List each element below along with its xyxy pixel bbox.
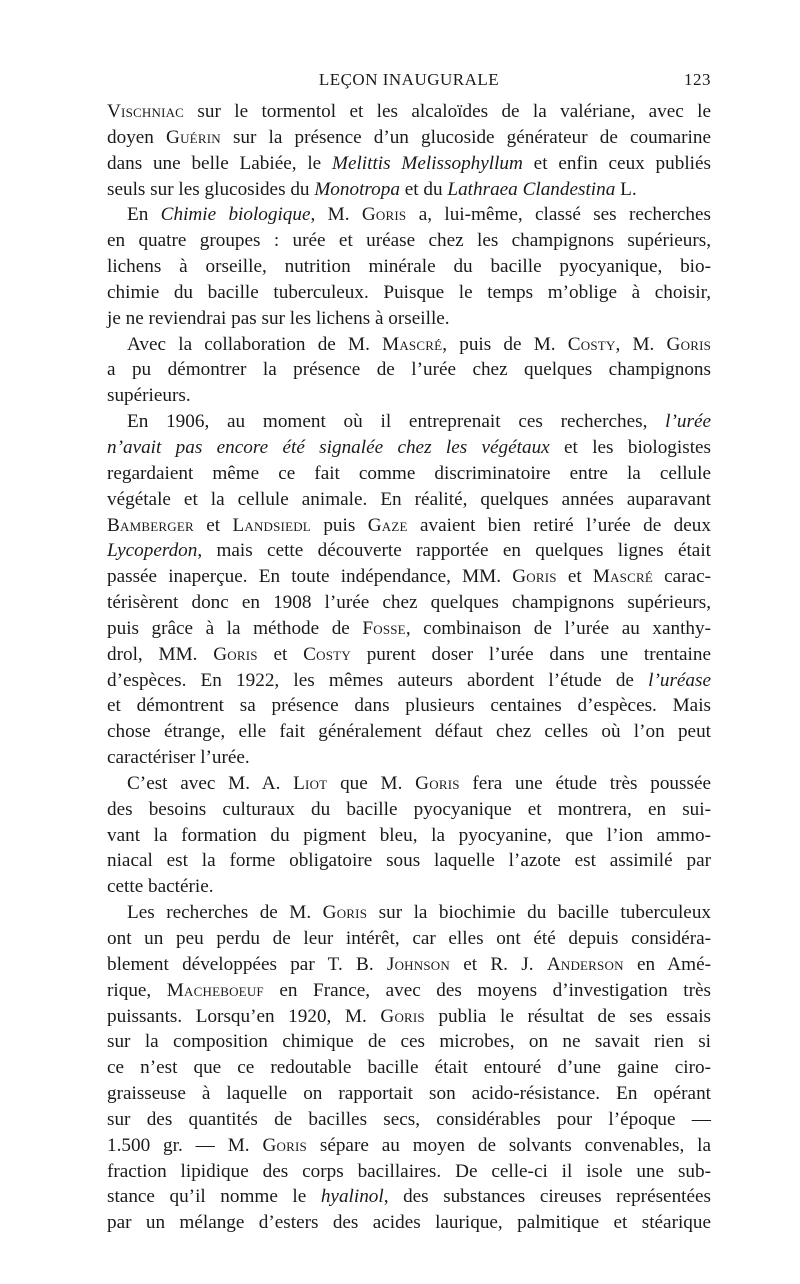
text-segment: , M. — [615, 333, 667, 355]
author-name: Anderson — [546, 953, 624, 975]
author-name: Liot — [293, 772, 328, 794]
text-segment: par un mélange d’esters des acides laurique, palmitique et stéarique — [107, 1212, 711, 1234]
text-line — [107, 513, 711, 539]
text-segment: lichens à orseille, nutrition minérale du bacille pyocyanique, bio- — [107, 256, 711, 278]
author-name: Goris — [415, 772, 460, 794]
italic-text: Lathraea Clandestina — [447, 178, 616, 200]
text-segment: L. — [615, 178, 637, 200]
text-line — [107, 1159, 711, 1185]
text-segment: térisèrent donc en 1908 l’urée chez quelques champignons supérieurs, — [107, 592, 711, 614]
text-segment: niacal est la forme obligatoire sous laquelle l’azote est assimilé par — [107, 850, 711, 872]
text-segment: sur des quantités de bacilles secs, considérables pour l’époque — — [107, 1108, 711, 1130]
text-line — [107, 616, 711, 642]
italic-text: Monotropa — [314, 178, 400, 200]
text-segment: en quatre groupes : urée et uréase chez les champignons supérieurs, — [107, 230, 711, 252]
text-segment: , combinaison de l’urée au xanthy- — [405, 617, 711, 639]
italic-text: Melittis Melissophyllum — [331, 152, 523, 174]
text-line — [107, 1004, 711, 1030]
text-segment: a, lui-même, classé ses recherches — [406, 204, 712, 226]
text-segment: , M. — [310, 204, 362, 226]
text-line — [107, 900, 711, 926]
text-line — [107, 564, 711, 590]
text-segment: vant la formation du pigment bleu, la pyocyanine, que l’ion ammo- — [107, 824, 711, 846]
text-segment: En 1906, au moment où il entreprenait ces recherches, — [127, 411, 666, 433]
text-segment: cette bactérie. — [107, 876, 214, 898]
text-line — [107, 1029, 711, 1055]
text-line — [107, 848, 711, 874]
text-segment: ce n’est que ce redoutable bacille était entouré d’une gaine ciro- — [107, 1057, 711, 1079]
text-segment: blement développées par T. B. — [107, 953, 387, 975]
author-name: Guérin — [166, 126, 221, 148]
text-line — [107, 383, 711, 409]
text-segment: avaient bien retiré l’urée de deux — [407, 514, 711, 536]
text-segment: publia le résultat de ses essais — [424, 1005, 711, 1027]
text-line — [107, 1133, 711, 1159]
author-name: Goris — [666, 333, 712, 355]
text-segment: Avec la collaboration de M. — [127, 333, 383, 355]
text-line — [107, 693, 711, 719]
body-text — [107, 99, 711, 1236]
italic-text: hyalinol — [320, 1186, 384, 1208]
author-name: Goris — [361, 204, 407, 226]
text-segment: sur la composition chimique de ces microbes, on ne savait rien si — [107, 1031, 711, 1053]
text-segment: en Amé- — [623, 953, 711, 975]
text-line — [107, 642, 711, 668]
text-segment: drol, MM. — [107, 643, 214, 665]
author-name: Macheboeuf — [166, 979, 264, 1001]
text-segment: caractériser l’urée. — [107, 747, 250, 769]
text-segment: sur la biochimie du bacille tuberculeux — [367, 902, 712, 924]
text-segment: puissants. Lorsqu’en 1920, M. — [107, 1005, 381, 1027]
text-segment: et — [556, 566, 593, 588]
text-line — [107, 590, 711, 616]
author-name: Goris — [262, 1134, 307, 1156]
text-segment: d’espèces. En 1922, les mêmes auteurs abordent l’étude de — [107, 669, 649, 691]
text-line — [107, 151, 711, 177]
text-segment: fera une étude très poussée — [459, 772, 711, 794]
text-segment: puis — [310, 514, 368, 536]
text-line — [107, 1055, 711, 1081]
text-line — [107, 952, 711, 978]
text-line — [107, 254, 711, 280]
text-line — [107, 1184, 711, 1210]
italic-text: Chimie biologique — [160, 204, 311, 226]
text-line — [107, 306, 711, 332]
text-line — [107, 668, 711, 694]
text-line — [107, 228, 711, 254]
text-segment: puis grâce à la méthode de — [107, 617, 363, 639]
text-line — [107, 823, 711, 849]
author-name: Costy — [567, 333, 616, 355]
text-segment: et démontrent sa présence dans plusieurs centaines d’espèces. Mais — [107, 695, 711, 717]
text-line — [107, 1210, 711, 1236]
author-name: Landsiedl — [232, 514, 311, 536]
text-segment: carac- — [652, 566, 711, 588]
text-segment: ont un peu perdu de leur intérêt, car elles ont été depuis considéra- — [107, 928, 711, 949]
text-segment: je ne reviendrai pas sur les lichens à orseille. — [107, 307, 450, 329]
text-segment: seuls sur les glucosides du — [107, 178, 315, 200]
italic-text: l’urée — [665, 411, 711, 433]
running-title: LEÇON INAUGURALE — [318, 70, 500, 89]
text-line — [107, 1107, 711, 1133]
text-line — [107, 461, 711, 487]
text-segment: des besoins culturaux du bacille pyocyanique et montrera, en sui- — [107, 798, 711, 820]
text-line — [107, 1081, 711, 1107]
italic-text: n’avait pas encore été signalée chez les végétaux — [107, 436, 550, 458]
text-segment: et R. J. — [449, 953, 547, 975]
author-name: Goris — [322, 902, 368, 924]
text-segment: et — [257, 643, 304, 665]
text-segment: chimie du bacille tuberculeux. Puisque le temps m’oblige à choisir, — [107, 281, 711, 303]
text-segment: sur le tormentol et les alcaloïdes de la valériane, avec le — [184, 101, 711, 122]
text-segment: purent doser l’urée dans une trentaine — [350, 643, 711, 665]
text-segment: en France, avec des moyens d’investigation très — [263, 979, 711, 1001]
text-line — [107, 435, 711, 461]
italic-text: Lycoperdon — [107, 540, 198, 562]
text-segment: et du — [399, 178, 448, 200]
text-line — [107, 926, 711, 952]
text-segment: , des substances cireuses représentées — [383, 1186, 711, 1208]
text-segment: stance qu’il nomme le — [107, 1186, 321, 1208]
text-line — [107, 978, 711, 1004]
text-line — [107, 487, 711, 513]
author-name: Vischniac — [107, 101, 185, 122]
text-segment: a pu démontrer la présence de l’urée chez quelques champignons — [107, 359, 711, 381]
text-segment: fraction lipidique des corps bacillaires. De celle-ci il isole une sub- — [107, 1160, 711, 1182]
text-line — [107, 745, 711, 771]
author-name: Fosse — [362, 617, 406, 639]
text-line — [107, 332, 711, 358]
text-segment: , mais cette découverte rapportée en quelques lignes était — [197, 540, 711, 562]
author-name: Goris — [213, 643, 258, 665]
text-segment: dans une belle Labiée, le — [107, 152, 332, 174]
text-line — [107, 719, 711, 745]
text-segment: que M. — [327, 772, 416, 794]
text-segment: sur la présence d’un glucoside générateur de coumarine — [220, 126, 711, 148]
text-segment: C’est avec M. A. — [127, 772, 294, 794]
author-name: Mascré — [592, 566, 653, 588]
author-name: Goris — [380, 1005, 425, 1027]
text-segment: végétale et la cellule animale. En réalité, quelques années auparavant — [107, 488, 711, 510]
text-line — [107, 797, 711, 823]
text-line — [107, 771, 711, 797]
author-name: Costy — [303, 643, 351, 665]
text-line — [107, 99, 711, 125]
italic-text: l’uréase — [648, 669, 711, 691]
text-line — [107, 280, 711, 306]
text-segment: chose étrange, elle fait généralement défaut chez celles où l’on peut — [107, 721, 711, 743]
text-line — [107, 357, 711, 383]
author-name: Gaze — [367, 514, 408, 536]
text-line — [107, 874, 711, 900]
text-segment: En — [127, 204, 161, 226]
text-line — [107, 125, 711, 151]
text-segment: rique, — [107, 979, 167, 1001]
text-segment: Les recherches de M. — [127, 902, 323, 924]
text-segment: et les biologistes — [549, 436, 712, 458]
text-segment: doyen — [107, 126, 167, 148]
text-line — [107, 409, 711, 435]
text-segment: 1.500 gr. — M. — [107, 1134, 263, 1156]
author-name: Bamberger — [107, 514, 194, 536]
text-line — [107, 177, 711, 203]
author-name: Johnson — [386, 953, 450, 975]
text-segment: , puis de M. — [442, 333, 568, 355]
page-header — [107, 66, 711, 96]
author-name: Goris — [512, 566, 557, 588]
text-segment: supérieurs. — [107, 385, 191, 407]
text-segment: et — [193, 514, 233, 536]
text-segment: graisseuse à laquelle on rapportait son acido-résistance. En opérant — [107, 1083, 711, 1105]
text-line — [107, 202, 711, 228]
page-number: 123 — [684, 70, 711, 89]
text-segment: et enfin ceux publiés — [522, 152, 711, 174]
text-line — [107, 538, 711, 564]
author-name: Mascré — [382, 333, 443, 355]
text-segment: passée inaperçue. En toute indépendance, MM. — [107, 566, 513, 588]
text-segment: sépare au moyen de solvants convenables, la — [306, 1134, 711, 1156]
text-segment: regardaient même ce fait comme discriminatoire entre la cellule — [107, 462, 711, 484]
